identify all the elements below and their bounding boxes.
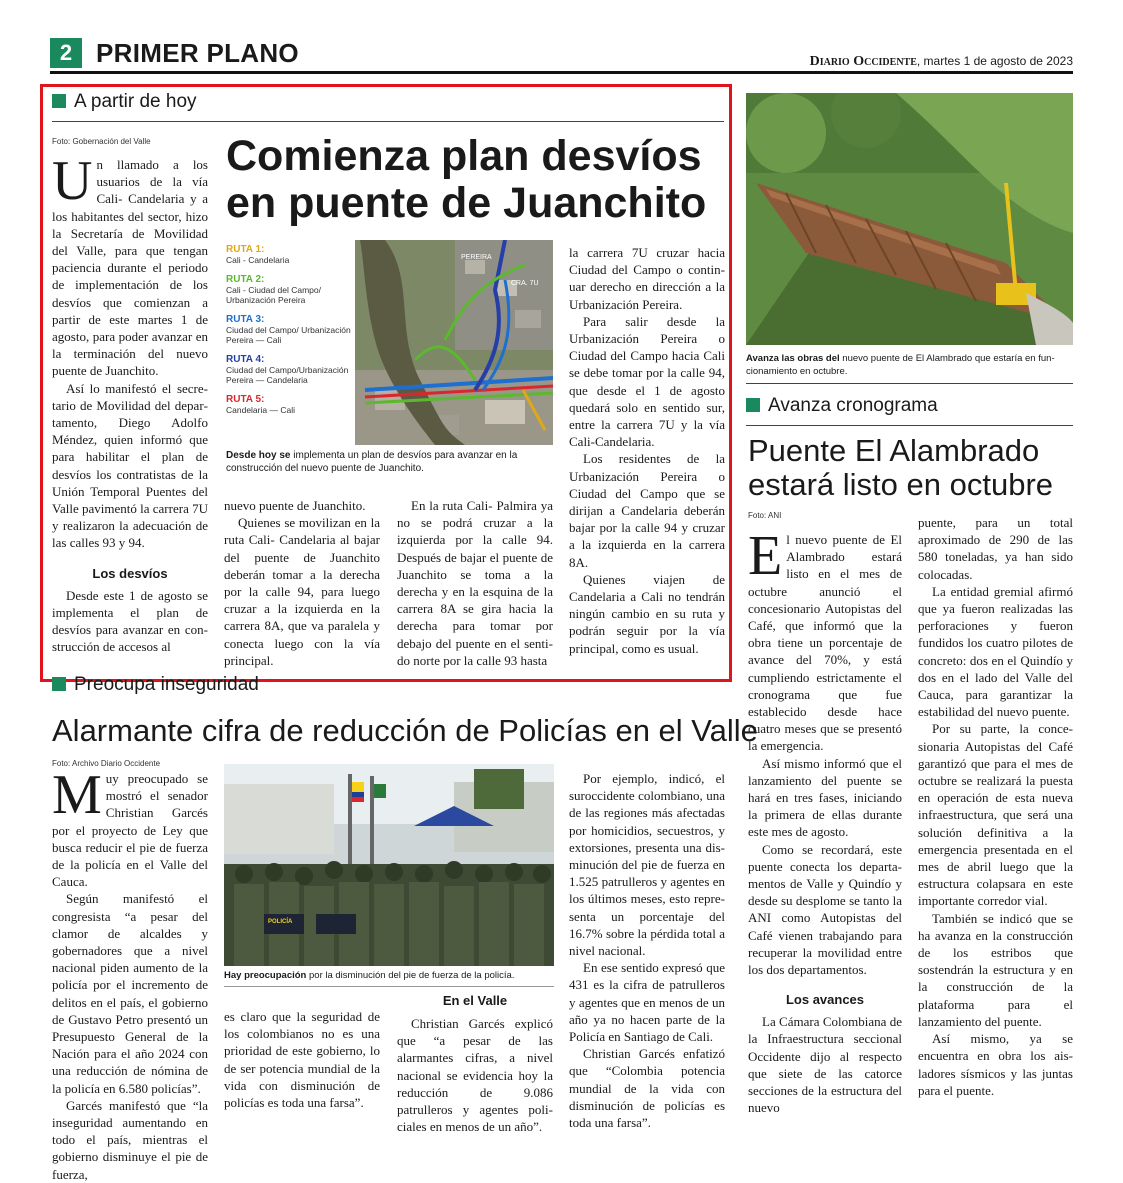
bridge-graphic (746, 93, 1073, 345)
highlight-box (40, 84, 732, 682)
caption-lead: Hay preocupación (224, 970, 307, 981)
paragraph: Christian Garcés explicó que “a pesar de las alarmantes cifras, a nivel nacional se evidencia hoy la reducción de 9.086 patrulleros y agentes policiales en menos de un año”. (397, 1016, 553, 1135)
kicker-square-icon (52, 677, 66, 691)
map-label-pereira: PEREIRA (461, 254, 492, 261)
caption-text: nuevo puente de El Alambrado que estaría en funcionamiento en octubre. (746, 353, 1055, 377)
article2-kicker (52, 674, 259, 696)
paragraph: puente, para un total aproximado de 290 de las 580 toneladas, ya han sido colocadas. (918, 515, 1073, 582)
route-description: Cali - Candelaria (226, 255, 290, 265)
caption-text: implementa un plan de desvíos para avanzar en la construcción del nuevo puente de Juanchito. (226, 450, 518, 474)
route-description: Ciudad del Campo/ Urbanización Pereira — Cali (226, 325, 351, 345)
route-name: RUTA 1: (226, 244, 265, 255)
paragraph: Desde este 1 de agosto se implementa el plan de desvíos para avanzar en construcción de accesos al (52, 587, 208, 655)
route-description: Candelaria — Cali (226, 405, 295, 415)
headline-line1: Puente El Alambrado (748, 433, 1040, 468)
paragraph: En la ruta Cali- Palmira ya no se podrá cruzar a la izquierda por la calle 94. Después de bajar el puente de Juanchito se toma a la derecha y en la esquina de la carrera 8A se gira hacia la derecha para tomar por debajo del puente en el sentido norte por la calle 93 hasta (397, 498, 553, 668)
paragraph: la carrera 7U cruzar hacia Ciudad del Campo o continuar derecho en dirección a la Urbanización Pereira. (569, 245, 725, 312)
subhead: Los avances (785, 992, 865, 1008)
article3-headline (748, 434, 1078, 502)
article3-caption (746, 352, 1073, 378)
paragraph: En ese sentido expresó que 431 es la cifra de patrulleros y agentes que en menos de un año ya no hacen parte de la Policía en Santiago de Cali. (569, 960, 725, 1045)
article3-col2 (918, 514, 1073, 1099)
paragraph: uy preocupado se mostró el senador Christian Garcés por el proyecto de Ley que busca reducir el pie de fuerza de la policía en el Valle del Cauca. (52, 771, 208, 890)
page-number: 2 (50, 38, 82, 68)
masthead (810, 54, 1073, 70)
paragraph: Quienes se movilizan en la ruta Cali- Candelaria al bajar del puente de Juanchito deberán tomar a la derecha por la calle 94, para luego cruzar a la izquierda en la carrera 8A, que va paralela y conecta luego con la vía principal. (224, 515, 380, 668)
dropcap: M (52, 764, 102, 826)
article1-photo-credit: Foto: Gobernación del Valle (52, 137, 151, 146)
caption-lead: Avanza las obras del (746, 353, 840, 364)
headline-line2: estará listo en octubre (748, 467, 1054, 502)
paper-name: Diario Occidente (809, 54, 917, 69)
dropcap: E (748, 525, 783, 587)
paragraph: La Cámara Colombiana de la Infraestructura seccional Occidente dijo al respecto que siete de las catorce secciones de la estructura del nuevo (748, 1014, 902, 1116)
paragraph: Como se recordará, este puente conecta los departamentos de Valle y Quindío y desde su desplome se tanto la ANI como Autopistas del Café vienen trabajando para recuperar la movilidad entre los dos departamentos. (748, 841, 902, 978)
issue-date: , martes 1 de agosto de 2023 (916, 54, 1073, 68)
article2-col3 (397, 993, 553, 1135)
paragraph: Por ejemplo, indicó, el suroccidente colombiano, una de las regiones más afectadas por homicidios, secuestros, y extorsiones, presenta una disminución del pie de fuerza en 1.525 patrulleros y agentes en los últimos meses, esto representa un porcentaje del 16.7% sobre la pérdida total a nivel nacional. (569, 771, 725, 959)
section-title: PRIMER PLANO (96, 38, 299, 68)
paragraph: Según manifestó el congresista “a pesar del clamor de alcaldes y gobernadores que a nivel nacional piden aumento de la policía por el incremento de delitos en el país, el gobierno de Gustavo Petro presentó un Presupuesto General de la Nación para el año 2024 con una reducción de nómina de la policía en 6.580 policías”. (52, 891, 208, 1096)
paragraph: Para salir desde la Urbanización Pereira o Ciudad del Campo hacia Cali se debe tomar por la calle 94, que desde el 1 de agosto quedará solo en sentido sur, entre la carrera 7U y la vía Cali-Candelaria. (569, 313, 725, 450)
article2-photo-credit: Foto: Archivo Diario Occidente (52, 759, 161, 768)
article3-kicker (746, 395, 938, 417)
paragraph: nuevo puente de Juanchito. (224, 498, 366, 513)
route-description: Cali - Ciudad del Campo/ Urbanización Pereira (226, 285, 321, 305)
header-rule (50, 71, 1073, 74)
paragraph: Christian Garcés enfatizó que “Colombia potencia mundial de la vida con disminución de policías es toda una farsa”. (569, 1046, 725, 1131)
paragraph: Los residentes de la Urbanización Pereira o Ciudad del Campo que se dirijan a Candelaria deberán bajar por la calle 94 y cruzar a la izquierda en la carrera 8A. (569, 451, 725, 570)
route-name: RUTA 5: (226, 394, 265, 405)
paragraph: Así mismo, ya se encuentra en obra los aisladores sísmicos y las juntas para el puente. (918, 1031, 1073, 1098)
police-photo (224, 764, 554, 966)
article2-headline: Alarmante cifra de reducción de Policías en el Valle (52, 713, 758, 748)
article2-col2 (224, 1008, 380, 1111)
route-description: Ciudad del Campo/Urbanización Pereira — Candelaria (226, 365, 349, 385)
paragraph: Por su parte, la concesionaria Autopistas del Café garantizó que para el mes de octubre se realizará la puesta en operación de esta nueva infraestructura, que será una solución definitiva a la emergencia presentada en el mes de abril luego que la estructura colapsara en este importante corredor vial. (918, 721, 1073, 909)
route-name: RUTA 3: (226, 314, 265, 325)
paragraph: n llamado a los usuarios de la vía Cali- Candelaria y a los habitantes del sector, hizo la Secretaría de Movilidad del Valle, para que tengan paciencia durante el periodo de implementación de los desvíos que comienzan a partir de este martes 1 de agosto, para poder avanzar en la terminación del nuevo puente de Juanchito. (52, 157, 208, 379)
article2-col1 (52, 764, 208, 1183)
article3-col1 (748, 525, 902, 1117)
headline-line2: en puente de Juanchito (226, 179, 707, 227)
kicker-square-icon (746, 398, 760, 412)
kicker-text: A partir de hoy (74, 91, 197, 112)
article3-photo-credit: Foto: ANI (748, 511, 782, 520)
headline-line1: Comienza plan desvíos (226, 132, 702, 180)
article2-caption (224, 969, 554, 982)
paragraph: l nuevo puente de El Alambrado estará listo en el mes de octubre anunció el concesionario Autopistas del Café, que informó que la obra tiene un porcentaje de avance del 70%, y está cumpliendo estrictamente el cronograma que fue establecido desde hace cuatro meses que se presentó la emergencia. (748, 532, 902, 754)
paragraph: La entidad gremial afirmó que ya fueron realizadas las perforaciones y fueron fundidos los cuatro pilotes de concreto: dos en el Quindío y dos en el lado del Valle del Cauca, para garantizar la estabilidad del nuevo puente. (918, 583, 1073, 720)
dropcap: U (52, 150, 93, 212)
kicker-rule (746, 425, 1073, 426)
caption-text: por la disminución del pie de fuerza de la policía. (306, 970, 515, 981)
caption-lead: Desde hoy se (226, 450, 291, 461)
article2-col4 (569, 770, 725, 1131)
paragraph: Quienes viajen de Candelaria a Cali no tendrán ningún cambio en su ruta y podrán seguir por la vía principal, como es usual. (569, 571, 725, 656)
route-name: RUTA 4: (226, 354, 265, 365)
map-label-cra: CRA. 7U (511, 280, 539, 287)
kicker-text: Preocupa inseguridad (74, 674, 259, 695)
paragraph: Así mismo informó que el lanzamiento del puente se hará en tres fases, iniciando la primera de ellas durante este mes de agosto. (748, 755, 902, 840)
caption-rule (224, 986, 554, 987)
paragraph: Garcés manifestó que “la inseguridad aumentando en todo el país, mientras el gobierno disminuye el pie de fuerza, (52, 1097, 208, 1182)
subhead: En el Valle (442, 993, 508, 1008)
police-graphic (224, 764, 554, 966)
caption-rule (746, 383, 1073, 384)
subhead: Los desvíos (92, 565, 168, 581)
paragraph: También se indicó que se ha avanza en la construcción de los estribos que sostendrán la estructura y en la construcción de la plataforma para el lanzamiento del puente. (918, 910, 1073, 1029)
paragraph: es claro que la seguridad de los colombianos no es una prioridad de este gobierno, lo de ser potencia mundial de la vida con disminución de policías es toda una farsa”. (224, 1009, 380, 1111)
photo-badge: POLICÍA (268, 919, 293, 925)
bridge-photo (746, 93, 1073, 345)
paragraph: Así lo manifestó el secretario de Movilidad del departamento, Diego Adolfo Méndez, quien informó que para habilitar el plan de desvíos los contratistas de la Unión Temporal Puentes del Valle pavimentó la carrera 7U y realizaron la adecuación de las calles 93 y 94. (52, 380, 208, 551)
route-name: RUTA 2: (226, 274, 265, 285)
kicker-text: Avanza cronograma (768, 395, 938, 416)
